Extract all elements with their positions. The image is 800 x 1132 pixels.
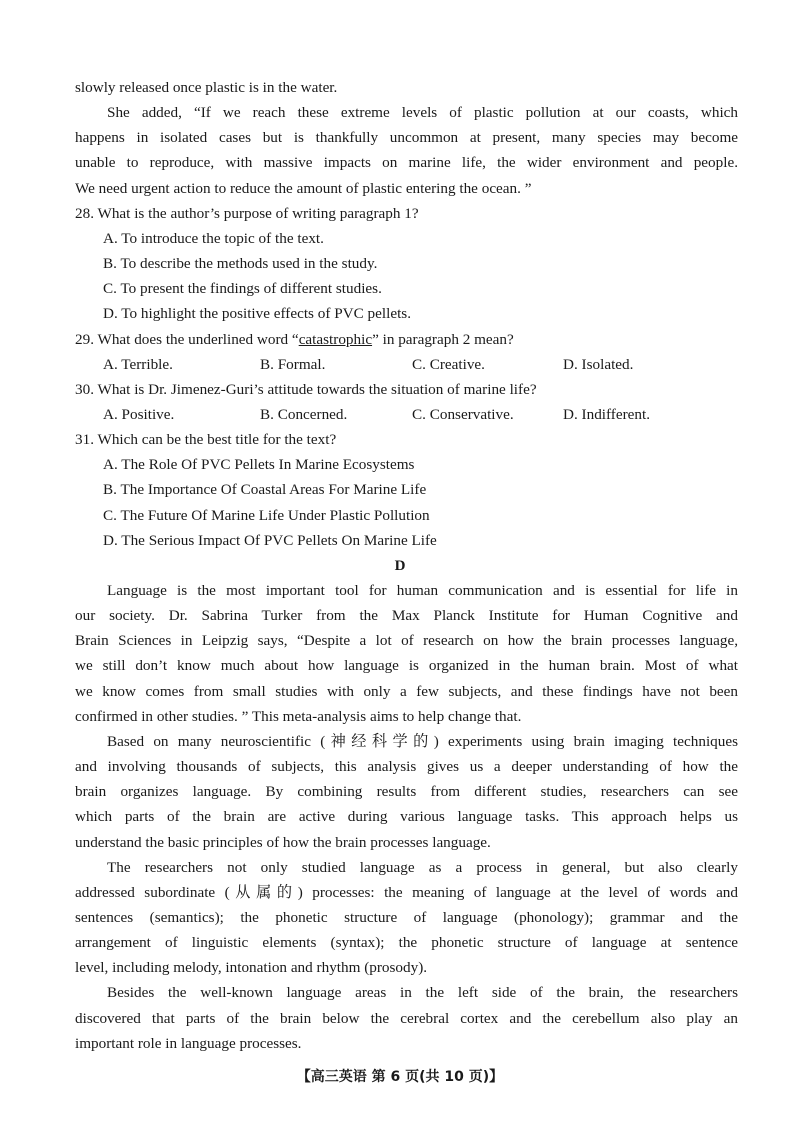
paragraph-line: and involving thousands of subjects, this analysis gives us a deeper understanding of how the (75, 758, 738, 776)
paragraph-line: happens in isolated cases but is thankfully uncommon at present, many species may become (75, 129, 738, 147)
answer-option: D. The Serious Impact Of PVC Pellets On Marine Life (103, 531, 437, 549)
answer-option: C. Creative. (412, 355, 485, 373)
answer-option: A. The Role Of PVC Pellets In Marine Ecosystems (103, 456, 415, 474)
answer-option: B. To describe the methods used in the study. (103, 255, 378, 273)
text-line: slowly released once plastic is in the water. (75, 79, 338, 96)
paragraph-line: confirmed in other studies. ” This meta-analysis aims to help change that. (75, 707, 522, 725)
answer-options-row (0, 353, 800, 377)
answer-option: B. Formal. (260, 355, 326, 373)
paragraph-line: sentences (semantics); the phonetic structure of language (phonology); grammar and the (75, 908, 738, 926)
paragraph-line: level, including melody, intonation and rhythm (prosody). (75, 959, 428, 977)
question-stem: 30. What is Dr. Jimenez-Guri’s attitude towards the situation of marine life? (75, 380, 537, 398)
paragraph-line: Based on many neuroscientific (神经科学的) experiments using brain imaging techniques (107, 732, 738, 750)
paragraph-line: Besides the well-known language areas in the left side of the brain, the researchers (107, 984, 738, 1002)
answer-option: A. Terrible. (103, 355, 173, 373)
answer-option: A. Positive. (103, 405, 175, 423)
paragraph-line: we still don’t know much about how language is organized in the human brain. Most of what (75, 657, 738, 675)
question-stem: 31. Which can be the best title for the text? (75, 431, 337, 449)
paragraph-line: discovered that parts of the brain below the cerebral cortex and the cerebellum also play an (75, 1009, 738, 1027)
answer-option: D. Isolated. (563, 355, 634, 373)
paragraph-line: We need urgent action to reduce the amount of plastic entering the ocean. ” (75, 179, 532, 197)
page-footer: 【高三英语 第 6 页(共 10 页)】 (296, 1069, 504, 1085)
paragraph-line: understand the basic principles of how the brain processes language. (75, 833, 491, 851)
paragraph-line: arrangement of linguistic elements (syntax); the phonetic structure of language at sentence (75, 934, 738, 952)
paragraph-line: unable to reproduce, with massive impacts on marine life, the wider environment and people. (75, 154, 738, 172)
answer-option: A. To introduce the topic of the text. (103, 229, 324, 247)
answer-option: B. Concerned. (260, 405, 348, 423)
answer-option: C. To present the findings of different studies. (103, 280, 382, 298)
paragraph-line: which parts of the brain are active during various language tasks. This approach helps us (75, 808, 738, 826)
paragraph-line: our society. Dr. Sabrina Turker from the Max Planck Institute for Human Cognitive and (75, 607, 738, 625)
paragraph-line: Language is the most important tool for human communication and is essential for life in (107, 582, 738, 599)
paragraph-line: Brain Sciences in Leipzig says, “Despite a lot of research on how the brain processes language, (75, 632, 738, 650)
paragraph-line: She added, “If we reach these extreme levels of plastic pollution at our coasts, which (107, 104, 738, 122)
paragraph-line: we know comes from small studies with only a few subjects, and these findings have not been (75, 682, 738, 700)
paragraph-line: addressed subordinate (从属的) processes: the meaning of language at the level of words and (75, 883, 738, 901)
answer-option: C. The Future Of Marine Life Under Plastic Pollution (103, 506, 430, 524)
section-heading: D (394, 557, 406, 574)
answer-option: B. The Importance Of Coastal Areas For Marine Life (103, 481, 427, 499)
paragraph-line: The researchers not only studied language as a process in general, but also clearly (107, 858, 738, 876)
answer-option: C. Conservative. (412, 405, 514, 423)
answer-option: D. Indifferent. (563, 405, 651, 423)
paragraph-line: important role in language processes. (75, 1034, 302, 1052)
answer-options-row (0, 403, 800, 427)
question-stem: 29. What does the underlined word “catastrophic” in paragraph 2 mean? (75, 330, 514, 348)
answer-option: D. To highlight the positive effects of PVC pellets. (103, 305, 411, 323)
question-stem: 28. What is the author’s purpose of writing paragraph 1? (75, 204, 419, 222)
paragraph-line: brain organizes language. By combining results from different studies, researchers can see (75, 783, 738, 801)
